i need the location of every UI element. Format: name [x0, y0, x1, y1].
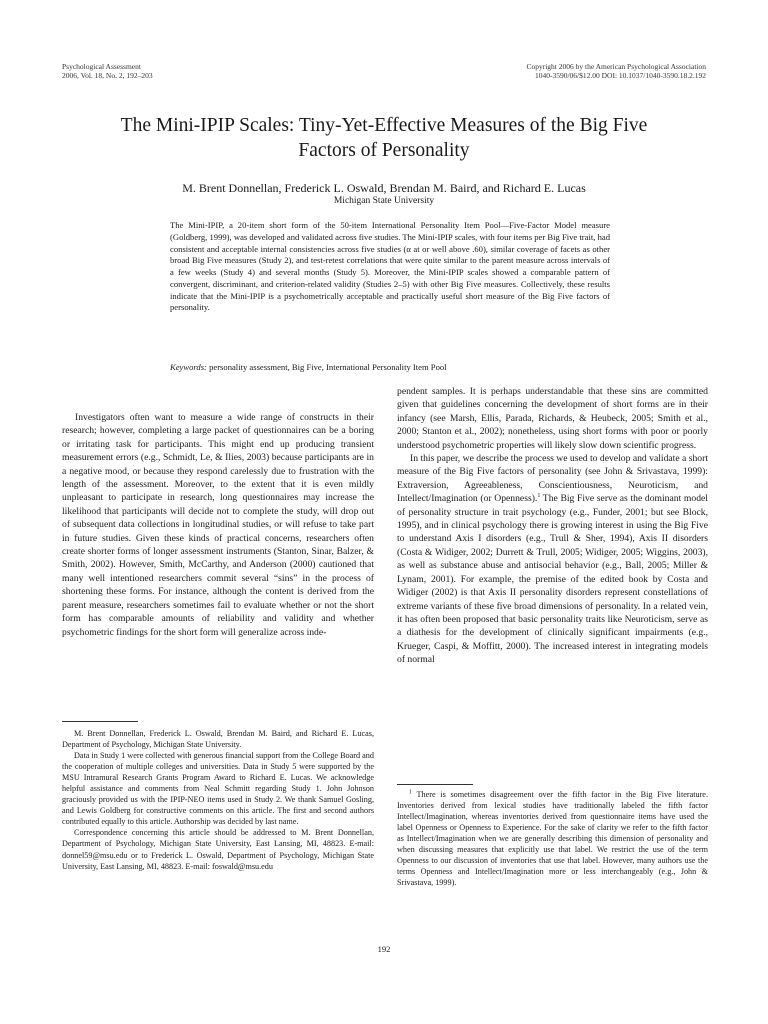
footnote-marker: 1 — [409, 789, 412, 796]
abstract — [170, 220, 610, 314]
footnote-divider — [62, 721, 138, 722]
paper-title — [60, 113, 708, 163]
footnote-text — [397, 789, 708, 888]
journal-citation — [62, 62, 153, 80]
paper-title-line1: The Mini-IPIP Scales: Tiny-Yet-Effective Measures of the Big Five — [120, 115, 648, 136]
author-note-acknowledgments: Data in Study 1 were collected with generous financial support from the College Board and the cooperation of multiple colleges and universities. Data in Study 5 were supported by the MSU Intramural Research Grants Program Award to Richard E. Lucas. We acknowledge helpful assistance and comments from Neal Schmitt regarding Study 1. John Johnson graciously provided us with the IPIP-NEO items used in Study 2. We thank Samuel Gosling, and Lewis Goldberg for constructive comments on this article. The first and second authors contributed equally to this article. Authorship was decided by last name. — [62, 751, 374, 827]
body-paragraph — [397, 452, 708, 667]
body-text: In this paper, we describe the process we used to develop and validate a short measure of the Big Five factors of personality (see John & Srivastava, 1999): Extraversion, Agreeableness, Conscientiousness, Neuroticism, and Intellect/Imagination (or Openness). — [397, 453, 708, 505]
abstract-text: The Mini-IPIP, a 20-item short form of the 50-item International Personality Item Pool—Five-Factor Model measure (Goldberg, 1999), was developed and validated across five studies. The Mini-IPIP scales, with four items per Big Five trait, had consistent and acceptable internal consistencies across five studies (α at or well above .60), similar coverage of facets as other broad Big Five measures (Study 2), and test-retest correlations that were quite similar to the parent measure across intervals of a few weeks (Study 4) and several months (Study 5). Moreover, the Mini-IPIP scales showed a comparable pattern of convergent, discriminant, and criterion-related validity (Studies 2–5) with other Big Five measures. Collectively, these results indicate that the Mini-IPIP is a psychometrically acceptable and practically useful short measure of the Big Five factors of personality. — [170, 220, 610, 313]
footnote-ref[interactable]: 1 — [537, 493, 541, 500]
footnote-divider — [397, 784, 473, 785]
author-note-correspondence: Correspondence concerning this article should be addressed to M. Brent Donnellan, Department of Psychology, Michigan State University, East Lansing, MI, 48823. E-mail: donnel59@msu.edu or to Frederick L. Oswald, Department of Psychology, Michigan State University, East Lansing, MI, 48823. E-mail: foswald@msu.edu — [62, 828, 374, 871]
keywords — [170, 362, 610, 373]
body-paragraph: pendent samples. It is perhaps understandable that these sins are committed given that guidelines concerning the development of short forms are in their infancy (see Marsh, Ellis, Parada, Richards, & Heubeck, 2005; Smith et al., 2000; Stanton et al., 2002); nonetheless, using short forms with poor or poorly understood psychometric properties will likely slow down scientific progress. — [397, 386, 708, 451]
journal-name: Psychological Assessment — [62, 62, 141, 71]
body-text: The Big Five serve as the dominant model of personality structure in trait psychology (e.g., Funder, 2001; but see Block, 1995), and in clinical psychology there is growing interest in using the Big Five to understand Axis I disorders (e.g., Trull & Sher, 1994), Axis II disorders (Costa & Widiger, 2002; Durrett & Trull, 2005; Widiger, 2005; Wiggins, 2003), as well as substance abuse and antisocial behavior (e.g., Ball, 2005; Miller & Lynam, 2001). For example, the premise of the edited book by Costa and Widiger (2002) is that Axis II personality disorders represent constellations of extreme variants of these five broad dimensions of personality. In a related vein, it has often been proposed that basic personality traits like Neuroticism, serve as a diathesis for the development of clinically significant impairments (e.g., Krueger, Caspi, & Moffitt, 2000). The increased interest in integrating models of normal — [397, 493, 708, 666]
paper-title-line2: Factors of Personality — [298, 140, 470, 161]
keywords-text: personality assessment, Big Five, International Personality Item Pool — [209, 362, 447, 372]
page-number: 192 — [377, 944, 391, 954]
body-paragraph: Investigators often want to measure a wide range of constructs in their research; however, completing a large packet of questionnaires can be a boring or irritating task for participants. This might end up producing transient measurement errors (e.g., Schmidt, Le, & Ilies, 2003) because participants are in a negative mood, or because they respond carelessly due to frustration with the length of the assessment. Moreover, to the extent that it is even mildly unpleasant to participate in research, long questionnaires may increase the likelihood that participants will decide not to complete the study, will drop out of subsequent data collections in longitudinal studies, or will refuse to take part in future studies. Given these kinds of practical concerns, researchers often create shorter forms of longer assessment instruments (Stanton, Sinar, Balzer, & Smith, 2002). However, Smith, McCarthy, and Anderson (2000) cautioned that many well intentioned researchers commit several “sins” in the process of shortening these forms. For instance, although the content is derived from the parent measure, researchers sometimes fail to evaluate whether or not the short form has comparable amounts of reliability and validity and whether psychometric findings for the short form will generalize across inde- — [62, 412, 374, 638]
author-list: M. Brent Donnellan, Frederick L. Oswald, Brendan M. Baird, and Richard E. Lucas — [182, 181, 586, 195]
author-note — [62, 728, 374, 872]
keywords-label: Keywords: — [170, 362, 207, 372]
copyright-notice — [526, 62, 706, 80]
body-column-right — [397, 385, 708, 667]
body-column-left — [62, 411, 374, 639]
affiliation: Michigan State University — [333, 196, 435, 206]
footnote — [397, 789, 708, 888]
copyright-line: Copyright 2006 by the American Psychological Association — [526, 62, 706, 71]
footnote-body: There is sometimes disagreement over the fifth factor in the Big Five literature. Inventories derived from lexical studies have traditionally labeled the fifth factor Intellect/Imagination, whereas inventories derived from questionnaire items have used the label Openness or Openness to Experience. For the sake of clarity we refer to the fifth factor as Intellect/Imagination when we are generally describing this dimension of personality and when discussing measures that explicitly use that label. We restrict the use of the term Openness to our discussion of inventories that use that label. However, many authors use the terms Openness and Intellect/Imagination more or less interchangeably (e.g., John & Srivastava, 1999). — [397, 790, 708, 888]
doi-line: 1040-3590/06/$12.00 DOI: 10.1037/1040-3590.18.2.192 — [534, 71, 706, 80]
journal-volume: 2006, Vol. 18, No. 2, 192–203 — [62, 71, 153, 80]
author-note-affiliation: M. Brent Donnellan, Frederick L. Oswald, Brendan M. Baird, and Richard E. Lucas, Department of Psychology, Michigan State University. — [62, 729, 374, 750]
